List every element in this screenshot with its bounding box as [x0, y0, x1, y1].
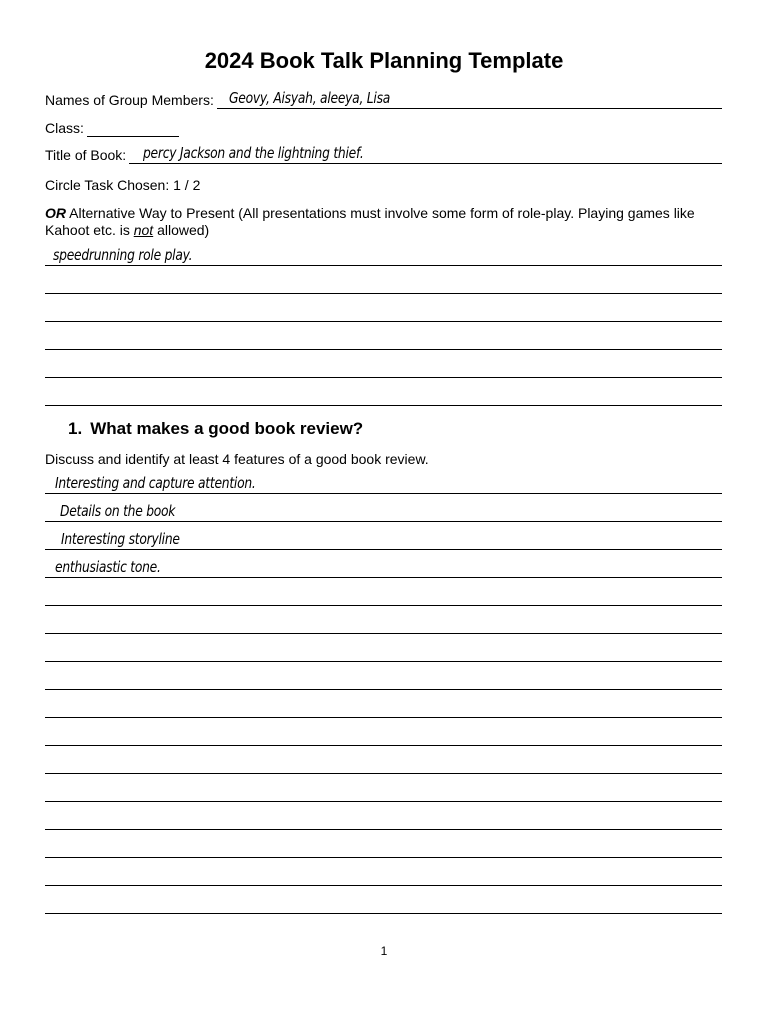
alternative-instruction [45, 205, 705, 239]
review-answer-handwriting: Details on the book [60, 502, 176, 520]
book-title-field[interactable] [45, 142, 722, 164]
review-answer-line[interactable] [45, 501, 722, 522]
class-field[interactable] [45, 115, 722, 137]
class-label: Class: [45, 120, 84, 136]
alternative-answer-line[interactable] [45, 273, 722, 294]
review-answer-handwriting: Interesting storyline [61, 530, 180, 548]
page-number: 1 [380, 944, 388, 958]
review-answer-line[interactable] [45, 641, 722, 662]
alternative-answer-line[interactable] [45, 329, 722, 350]
not-emphasis: not [133, 222, 154, 238]
section-1-heading [68, 419, 363, 439]
alternative-text-1: Alternative Way to Present (All presentations must involve some form of role-play. Playing games like Kahoot etc. is [45, 205, 695, 238]
section-1-instruction: Discuss and identify at least 4 features of a good book review. [45, 451, 429, 467]
review-answer-line[interactable] [45, 557, 722, 578]
review-answer-line[interactable] [45, 529, 722, 550]
review-answer-handwriting: Interesting and capture attention. [55, 474, 256, 492]
book-title-handwriting: percy Jackson and the lightning thief. [143, 144, 364, 162]
page-title: 2024 Book Talk Planning Template [204, 48, 564, 73]
task-chosen-text: Circle Task Chosen: 1 / 2 [45, 177, 201, 193]
book-title-label: Title of Book: [45, 147, 127, 163]
book-title-line[interactable] [129, 143, 722, 164]
review-answer-line[interactable] [45, 753, 722, 774]
alternative-text-2: allowed) [153, 222, 210, 238]
group-members-handwriting: Geovy, Aisyah, aleeya, Lisa [228, 89, 390, 107]
review-answer-line[interactable] [45, 725, 722, 746]
section-1-number: 1. [68, 419, 83, 438]
review-answer-line[interactable] [45, 837, 722, 858]
alternative-handwriting: speedrunning role play. [53, 246, 193, 264]
review-answer-line[interactable] [45, 865, 722, 886]
or-emphasis: OR [45, 205, 66, 221]
group-members-field[interactable] [45, 87, 722, 109]
alternative-answer-line[interactable] [45, 385, 722, 406]
review-answer-line[interactable] [45, 613, 722, 634]
group-members-line[interactable] [217, 88, 722, 109]
alternative-answer-line[interactable] [45, 301, 722, 322]
review-answer-line[interactable] [45, 697, 722, 718]
section-1-title: What makes a good book review? [90, 419, 364, 438]
alternative-answer-line[interactable] [45, 357, 722, 378]
class-line[interactable] [87, 116, 179, 137]
review-answer-line[interactable] [45, 809, 722, 830]
review-answer-handwriting: enthusiastic tone. [55, 558, 161, 576]
alternative-answer-line[interactable] [45, 245, 722, 266]
review-answer-line[interactable] [45, 781, 722, 802]
review-answer-line[interactable] [45, 473, 722, 494]
review-answer-line[interactable] [45, 669, 722, 690]
review-answer-line[interactable] [45, 893, 722, 914]
group-members-label: Names of Group Members: [45, 92, 214, 108]
review-answer-line[interactable] [45, 585, 722, 606]
